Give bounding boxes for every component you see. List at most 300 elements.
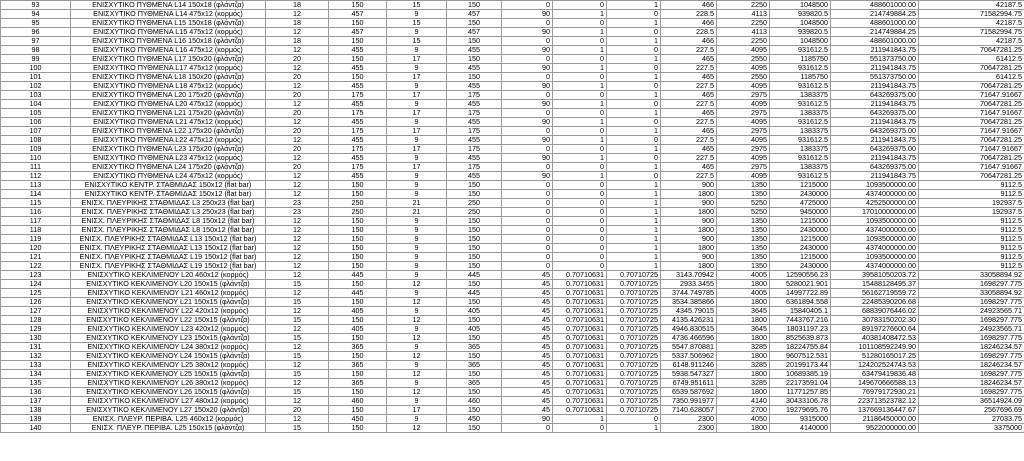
table-row[interactable] (1, 127, 1024, 136)
table-cell[interactable]: 214749884.25 (831, 10, 919, 19)
table-cell[interactable]: 1 (607, 127, 661, 136)
table-cell[interactable]: 9607512.531 (770, 352, 831, 361)
table-cell[interactable]: 931612.5 (770, 46, 831, 55)
table-cell[interactable]: 70647281.25 (919, 100, 1024, 109)
table-cell[interactable]: 18246234.57 (919, 343, 1024, 352)
table-cell[interactable]: 45 (502, 271, 553, 280)
table-cell[interactable]: 90 (502, 82, 553, 91)
table-cell[interactable]: 20 (266, 127, 329, 136)
table-cell[interactable]: 150 (447, 1, 502, 10)
table-cell[interactable]: 405 (447, 307, 502, 316)
table-cell[interactable]: 0.70710631 (553, 406, 607, 415)
description-cell[interactable]: ΕΝΙΣΧ. ΠΛΕΥΡΙΚΗΣ ΣΤΑΘΜΙΔΑΣ L19 150x12 (flat bar) (71, 262, 266, 271)
table-cell[interactable]: 931612.5 (770, 136, 831, 145)
table-cell[interactable]: 18 (266, 37, 329, 46)
table-cell[interactable]: 12 (266, 235, 329, 244)
table-cell[interactable]: 4050 (717, 415, 770, 424)
description-cell[interactable]: ΕΝΙΣΧΥΤΙΚΟ ΚΕΚΛΙΜΕΝΟΥ L23 150x15 (φλάντζα) (71, 334, 266, 343)
table-cell[interactable]: 12 (266, 118, 329, 127)
table-cell[interactable]: 150 (329, 181, 387, 190)
table-cell[interactable]: 15 (387, 37, 447, 46)
table-cell[interactable]: 465 (661, 109, 717, 118)
table-cell[interactable]: 0 (502, 127, 553, 136)
table-cell[interactable]: 1215000 (770, 235, 831, 244)
table-cell[interactable]: 0 (553, 19, 607, 28)
table-cell[interactable]: 0.70710631 (553, 316, 607, 325)
table-cell[interactable]: 445 (329, 289, 387, 298)
description-cell[interactable]: ΕΝΙΣΧ. ΠΛΕΥΡΙΚΗΣ ΣΤΑΘΜΙΔΑΣ L13 150x12 (flat bar) (71, 235, 266, 244)
table-cell[interactable]: 1350 (717, 244, 770, 253)
table-cell[interactable]: 5250 (717, 208, 770, 217)
table-cell[interactable]: 1 (607, 199, 661, 208)
table-cell[interactable]: 2550 (717, 73, 770, 82)
table-row[interactable] (1, 46, 1024, 55)
table-cell[interactable]: 1698297.775 (919, 280, 1024, 289)
table-cell[interactable]: 0 (607, 100, 661, 109)
table-cell[interactable]: 20 (266, 109, 329, 118)
table-cell[interactable]: 45 (502, 325, 553, 334)
description-cell[interactable]: ΕΝΙΣΧΥΤΙΚΟ ΚΕΚΛΙΜΕΝΟΥ L24 150x15 (φλάντζα) (71, 352, 266, 361)
table-cell[interactable]: 192937.5 (919, 199, 1024, 208)
description-cell[interactable]: ΕΝΙΣΧΥΤΙΚΟ ΠΥΘΜΕΝΑ L21 475x12 (κορμός) (71, 118, 266, 127)
row-number-cell[interactable]: 132 (1, 352, 71, 361)
table-cell[interactable]: 405 (329, 325, 387, 334)
table-cell[interactable]: 0.70710631 (553, 307, 607, 316)
table-cell[interactable]: 17 (387, 145, 447, 154)
table-cell[interactable]: 4252500000.00 (831, 199, 919, 208)
description-cell[interactable]: ΕΝΙΣΧΥΤΙΚΟ ΠΥΘΜΕΝΑ L17 150x20 (φλάντζα) (71, 55, 266, 64)
table-cell[interactable]: 0 (553, 226, 607, 235)
table-cell[interactable]: 12 (387, 280, 447, 289)
table-cell[interactable]: 1800 (717, 424, 770, 433)
table-cell[interactable]: 0.70710631 (553, 370, 607, 379)
table-cell[interactable]: 1350 (717, 217, 770, 226)
table-cell[interactable]: 89197276600.64 (831, 325, 919, 334)
table-cell[interactable]: 20 (266, 73, 329, 82)
table-cell[interactable]: 4005 (717, 271, 770, 280)
table-cell[interactable]: 9 (387, 343, 447, 352)
table-cell[interactable]: 9522000000.00 (831, 424, 919, 433)
table-cell[interactable]: 90 (502, 46, 553, 55)
table-cell[interactable]: 175 (329, 145, 387, 154)
row-number-cell[interactable]: 110 (1, 154, 71, 163)
table-cell[interactable]: 150 (447, 298, 502, 307)
table-cell[interactable]: 12 (387, 388, 447, 397)
row-number-cell[interactable]: 114 (1, 190, 71, 199)
table-cell[interactable]: 9 (387, 361, 447, 370)
table-cell[interactable]: 9112.5 (919, 181, 1024, 190)
description-cell[interactable]: ΕΝΙΣΧΥΤΙΚΟ ΚΕΚΛΙΜΕΝΟΥ L21 150x15 (φλάντζα) (71, 298, 266, 307)
table-row[interactable] (1, 253, 1024, 262)
table-cell[interactable]: 0.70710725 (607, 280, 661, 289)
table-row[interactable] (1, 217, 1024, 226)
table-cell[interactable]: 1 (553, 415, 607, 424)
table-cell[interactable]: 1 (553, 172, 607, 181)
row-number-cell[interactable]: 94 (1, 10, 71, 19)
table-cell[interactable]: 465 (661, 91, 717, 100)
table-cell[interactable]: 4725000 (770, 199, 831, 208)
table-cell[interactable]: 227.5 (661, 64, 717, 73)
table-row[interactable] (1, 406, 1024, 415)
table-cell[interactable]: 0 (553, 181, 607, 190)
description-cell[interactable]: ΕΝΙΣΧ. ΠΛΕΥΡΙΚΗΣ ΣΤΑΘΜΙΔΑΣ L3 250x23 (flat bar) (71, 199, 266, 208)
table-cell[interactable]: 12 (266, 217, 329, 226)
table-cell[interactable]: 36514924.09 (919, 397, 1024, 406)
description-cell[interactable]: ΕΝΙΣΧΥΤΙΚΟ ΠΥΘΜΕΝΑ L22 175x20 (φλάντζα) (71, 127, 266, 136)
table-cell[interactable]: 70647281.25 (919, 118, 1024, 127)
table-row[interactable] (1, 19, 1024, 28)
table-cell[interactable]: 9 (387, 154, 447, 163)
table-row[interactable] (1, 10, 1024, 19)
table-cell[interactable]: 70647281.25 (919, 172, 1024, 181)
table-cell[interactable]: 27033.75 (919, 415, 1024, 424)
row-number-cell[interactable]: 104 (1, 100, 71, 109)
table-cell[interactable]: 1 (553, 10, 607, 19)
table-cell[interactable]: 15 (387, 19, 447, 28)
table-cell[interactable]: 175 (447, 91, 502, 100)
table-cell[interactable]: 9 (387, 415, 447, 424)
row-number-cell[interactable]: 93 (1, 1, 71, 10)
table-cell[interactable]: 9 (387, 118, 447, 127)
table-cell[interactable]: 3375000 (919, 424, 1024, 433)
table-cell[interactable]: 1800 (661, 226, 717, 235)
table-cell[interactable]: 15 (387, 1, 447, 10)
table-cell[interactable]: 1800 (661, 190, 717, 199)
table-cell[interactable]: 227.5 (661, 136, 717, 145)
table-cell[interactable]: 0 (553, 109, 607, 118)
table-cell[interactable]: 71582994.75 (919, 28, 1024, 37)
table-cell[interactable]: 68839076446.02 (831, 307, 919, 316)
table-cell[interactable]: 643269375.00 (831, 163, 919, 172)
table-cell[interactable]: 1 (607, 145, 661, 154)
table-cell[interactable]: 17 (387, 55, 447, 64)
table-cell[interactable]: 9 (387, 190, 447, 199)
table-cell[interactable]: 1 (607, 19, 661, 28)
table-row[interactable] (1, 82, 1024, 91)
table-cell[interactable]: 0.70710725 (607, 388, 661, 397)
table-cell[interactable]: 175 (329, 109, 387, 118)
table-cell[interactable]: 455 (447, 64, 502, 73)
row-number-cell[interactable]: 123 (1, 271, 71, 280)
table-cell[interactable]: 10689385.19 (770, 370, 831, 379)
table-cell[interactable]: 0 (553, 424, 607, 433)
table-cell[interactable]: 1 (607, 91, 661, 100)
table-cell[interactable]: 0 (553, 1, 607, 10)
table-cell[interactable]: 4736.466596 (661, 334, 717, 343)
description-cell[interactable]: ΕΝΙΣΧΥΤΙΚΟ ΚΕΚΛΙΜΕΝΟΥ L27 150x20 (φλάντζα) (71, 406, 266, 415)
table-cell[interactable]: 0 (607, 28, 661, 37)
description-cell[interactable]: ΕΝΙΣΧΥΤΙΚΟ ΚΕΚΛΙΜΕΝΟΥ L20 150x15 (φλάντζα) (71, 280, 266, 289)
table-cell[interactable]: 71582994.75 (919, 10, 1024, 19)
description-cell[interactable]: ΕΝΙΣΧ. ΠΛΕΥΡ. ΠΕΡΙΒΑ. L25 150x15 (φλάντζα) (71, 424, 266, 433)
table-cell[interactable]: 70647281.25 (919, 136, 1024, 145)
table-cell[interactable]: 9 (387, 307, 447, 316)
table-cell[interactable]: 1350 (717, 226, 770, 235)
table-cell[interactable]: 1383375 (770, 91, 831, 100)
table-cell[interactable]: 1800 (717, 280, 770, 289)
table-cell[interactable]: 457 (447, 10, 502, 19)
description-cell[interactable]: ΕΝΙΣΧΥΤΙΚΟ ΚΕΚΛΙΜΕΝΟΥ L22 150x15 (φλάντζα) (71, 316, 266, 325)
description-cell[interactable]: ΕΝΙΣΧΥΤΙΚΟ ΠΥΘΜΕΝΑ L23 175x20 (φλάντζα) (71, 145, 266, 154)
table-cell[interactable]: 150 (329, 37, 387, 46)
table-cell[interactable]: 211941843.75 (831, 64, 919, 73)
table-cell[interactable]: 0.70710631 (553, 343, 607, 352)
table-cell[interactable]: 12 (387, 334, 447, 343)
table-cell[interactable]: 9112.5 (919, 235, 1024, 244)
table-cell[interactable]: 1185750 (770, 55, 831, 64)
description-cell[interactable]: ΕΝΙΣΧ. ΠΛΕΥΡΙΚΗΣ ΣΤΑΘΜΙΔΑΣ L13 150x12 (flat bar) (71, 244, 266, 253)
table-cell[interactable]: 9 (387, 217, 447, 226)
table-cell[interactable]: 150 (447, 37, 502, 46)
table-cell[interactable]: 17010000000.00 (831, 208, 919, 217)
table-cell[interactable]: 0 (607, 10, 661, 19)
table-cell[interactable]: 0.70710725 (607, 352, 661, 361)
table-cell[interactable]: 70647281.25 (919, 82, 1024, 91)
table-cell[interactable]: 9112.5 (919, 217, 1024, 226)
table-cell[interactable]: 6539.587692 (661, 388, 717, 397)
table-cell[interactable]: 931612.5 (770, 118, 831, 127)
table-cell[interactable]: 1698297.775 (919, 298, 1024, 307)
description-cell[interactable]: ΕΝΙΣΧΥΤΙΚΟ ΠΥΘΜΕΝΑ L18 475x12 (κορμός) (71, 82, 266, 91)
table-cell[interactable]: 150 (447, 424, 502, 433)
description-cell[interactable]: ΕΝΙΣΧΥΤΙΚΟ ΠΥΘΜΕΝΑ L14 150x18 (φλάντζα) (71, 1, 266, 10)
table-cell[interactable]: 2700 (717, 406, 770, 415)
table-cell[interactable]: 0 (553, 199, 607, 208)
table-cell[interactable]: 150 (329, 388, 387, 397)
table-cell[interactable]: 0 (502, 73, 553, 82)
table-cell[interactable]: 150 (329, 1, 387, 10)
table-cell[interactable]: 42187.5 (919, 19, 1024, 28)
table-cell[interactable]: 211941843.75 (831, 118, 919, 127)
table-cell[interactable]: 0 (607, 136, 661, 145)
row-number-cell[interactable]: 119 (1, 235, 71, 244)
table-cell[interactable]: 2250 (717, 1, 770, 10)
table-cell[interactable]: 223713523782.12 (831, 397, 919, 406)
table-cell[interactable]: 150 (329, 19, 387, 28)
table-cell[interactable]: 1 (607, 253, 661, 262)
table-cell[interactable]: 0.70710725 (607, 307, 661, 316)
table-cell[interactable]: 0.70710725 (607, 289, 661, 298)
table-cell[interactable]: 12 (266, 181, 329, 190)
table-cell[interactable]: 1350 (717, 262, 770, 271)
table-cell[interactable]: 0 (553, 235, 607, 244)
table-cell[interactable]: 0 (553, 145, 607, 154)
description-cell[interactable]: ΕΝΙΣΧΥΤΙΚΟ ΚΕΝΤΡ. ΣΤΑΘΜΙΔΑΣ 150x12 (flat bar) (71, 181, 266, 190)
table-cell[interactable]: 150 (329, 235, 387, 244)
table-cell[interactable]: 76979172930.21 (831, 388, 919, 397)
row-number-cell[interactable]: 129 (1, 325, 71, 334)
table-cell[interactable]: 1800 (717, 388, 770, 397)
table-cell[interactable]: 4113 (717, 28, 770, 37)
table-cell[interactable]: 9315000 (770, 415, 831, 424)
table-cell[interactable]: 1383375 (770, 163, 831, 172)
table-cell[interactable]: 12 (387, 370, 447, 379)
table-cell[interactable]: 150 (447, 334, 502, 343)
table-cell[interactable]: 12 (266, 379, 329, 388)
table-row[interactable] (1, 325, 1024, 334)
table-cell[interactable]: 9 (387, 325, 447, 334)
table-cell[interactable]: 0 (502, 199, 553, 208)
table-cell[interactable]: 445 (329, 271, 387, 280)
table-cell[interactable]: 9 (387, 226, 447, 235)
table-cell[interactable]: 0.70710631 (553, 280, 607, 289)
table-cell[interactable]: 1350 (717, 190, 770, 199)
description-cell[interactable]: ΕΝΙΣΧΥΤΙΚΟ ΠΥΘΜΕΝΑ L16 475x12 (κορμός) (71, 46, 266, 55)
table-row[interactable] (1, 118, 1024, 127)
table-cell[interactable]: 45 (502, 361, 553, 370)
table-cell[interactable]: 4095 (717, 46, 770, 55)
description-cell[interactable]: ΕΝΙΣΧΥΤΙΚΟ ΠΥΘΜΕΝΑ L18 150x20 (φλάντζα) (71, 73, 266, 82)
table-cell[interactable]: 0 (502, 163, 553, 172)
table-cell[interactable]: 9450000 (770, 208, 831, 217)
table-cell[interactable]: 4095 (717, 82, 770, 91)
table-cell[interactable]: 227.5 (661, 154, 717, 163)
table-cell[interactable]: 150 (329, 316, 387, 325)
table-cell[interactable]: 9 (387, 181, 447, 190)
table-cell[interactable]: 455 (447, 82, 502, 91)
table-cell[interactable]: 4374000000.00 (831, 244, 919, 253)
table-cell[interactable]: 1 (553, 154, 607, 163)
table-cell[interactable]: 12 (266, 325, 329, 334)
table-cell[interactable]: 1 (553, 118, 607, 127)
table-cell[interactable]: 9 (387, 235, 447, 244)
table-cell[interactable]: 0.70710725 (607, 316, 661, 325)
description-cell[interactable]: ΕΝΙΣΧΥΤΙΚΟ ΚΕΝΤΡ. ΣΤΑΘΜΙΔΑΣ 150x12 (flat bar) (71, 190, 266, 199)
row-number-cell[interactable]: 96 (1, 28, 71, 37)
table-cell[interactable]: 21186450000.00 (831, 415, 919, 424)
table-cell[interactable]: 2430000 (770, 262, 831, 271)
table-cell[interactable]: 15 (266, 352, 329, 361)
table-cell[interactable]: 0 (607, 118, 661, 127)
table-cell[interactable]: 7140.628057 (661, 406, 717, 415)
description-cell[interactable]: ΕΝΙΣΧ. ΠΛΕΥΡΙΚΗΣ ΣΤΑΘΜΙΔΑΣ L19 150x12 (flat bar) (71, 253, 266, 262)
table-cell[interactable]: 12 (266, 154, 329, 163)
table-cell[interactable]: 15840405.1 (770, 307, 831, 316)
table-cell[interactable]: 1 (607, 244, 661, 253)
table-cell[interactable]: 7350.991977 (661, 397, 717, 406)
table-cell[interactable]: 150 (329, 244, 387, 253)
table-row[interactable] (1, 172, 1024, 181)
table-cell[interactable]: 20 (266, 91, 329, 100)
table-cell[interactable]: 9 (387, 397, 447, 406)
table-cell[interactable]: 211941843.75 (831, 82, 919, 91)
table-cell[interactable]: 460 (329, 397, 387, 406)
table-cell[interactable]: 455 (329, 64, 387, 73)
table-cell[interactable]: 2250 (717, 19, 770, 28)
table-cell[interactable]: 214749884.25 (831, 28, 919, 37)
table-cell[interactable]: 12 (266, 271, 329, 280)
row-number-cell[interactable]: 98 (1, 46, 71, 55)
table-cell[interactable]: 124202524743.53 (831, 361, 919, 370)
table-cell[interactable]: 12 (387, 424, 447, 433)
table-row[interactable] (1, 262, 1024, 271)
table-cell[interactable]: 1350 (717, 253, 770, 262)
table-cell[interactable]: 45 (502, 343, 553, 352)
table-row[interactable] (1, 244, 1024, 253)
table-cell[interactable]: 455 (329, 118, 387, 127)
table-cell[interactable]: 1 (607, 424, 661, 433)
table-cell[interactable]: 455 (447, 172, 502, 181)
table-cell[interactable]: 150 (447, 235, 502, 244)
table-cell[interactable]: 488601000.00 (831, 19, 919, 28)
table-cell[interactable]: 1383375 (770, 109, 831, 118)
table-cell[interactable]: 150 (329, 352, 387, 361)
table-cell[interactable]: 1 (607, 208, 661, 217)
table-cell[interactable]: 20199173.44 (770, 361, 831, 370)
table-cell[interactable]: 365 (447, 379, 502, 388)
table-row[interactable] (1, 190, 1024, 199)
row-number-cell[interactable]: 133 (1, 361, 71, 370)
table-cell[interactable]: 0 (607, 415, 661, 424)
table-cell[interactable]: 211941843.75 (831, 46, 919, 55)
table-cell[interactable]: 175 (329, 163, 387, 172)
table-cell[interactable]: 0 (502, 1, 553, 10)
table-cell[interactable]: 3645 (717, 307, 770, 316)
table-cell[interactable]: 0.70710631 (553, 298, 607, 307)
table-cell[interactable]: 9 (387, 82, 447, 91)
table-cell[interactable]: 12 (266, 307, 329, 316)
table-cell[interactable]: 15488128495.37 (831, 280, 919, 289)
table-cell[interactable]: 5938.547327 (661, 370, 717, 379)
table-cell[interactable]: 5337.506962 (661, 352, 717, 361)
table-cell[interactable]: 1 (607, 109, 661, 118)
table-cell[interactable]: 4374000000.00 (831, 190, 919, 199)
table-cell[interactable]: 365 (329, 361, 387, 370)
table-cell[interactable]: 465 (661, 163, 717, 172)
table-cell[interactable]: 0.70710631 (553, 361, 607, 370)
row-number-cell[interactable]: 100 (1, 64, 71, 73)
table-cell[interactable]: 12590556.23 (770, 271, 831, 280)
table-cell[interactable]: 12 (266, 244, 329, 253)
table-cell[interactable]: 0.70710725 (607, 406, 661, 415)
table-row[interactable] (1, 298, 1024, 307)
description-cell[interactable]: ΕΝΙΣΧ. ΠΛΕΥΡΙΚΗΣ ΣΤΑΘΜΙΔΑΣ L8 150x12 (flat bar) (71, 217, 266, 226)
table-cell[interactable]: 2933.3455 (661, 280, 717, 289)
table-cell[interactable]: 1048500 (770, 19, 831, 28)
table-cell[interactable]: 175 (329, 127, 387, 136)
table-cell[interactable]: 24923565.71 (919, 307, 1024, 316)
table-cell[interactable]: 931612.5 (770, 82, 831, 91)
table-cell[interactable]: 20 (266, 163, 329, 172)
table-cell[interactable]: 150 (447, 190, 502, 199)
table-cell[interactable]: 1093500000.00 (831, 235, 919, 244)
table-cell[interactable]: 1 (607, 226, 661, 235)
table-cell[interactable]: 2300 (661, 424, 717, 433)
table-cell[interactable]: 0 (607, 154, 661, 163)
table-cell[interactable]: 1048500 (770, 37, 831, 46)
table-cell[interactable]: 1698297.775 (919, 334, 1024, 343)
table-cell[interactable]: 4374000000.00 (831, 262, 919, 271)
table-cell[interactable]: 1 (553, 136, 607, 145)
table-cell[interactable]: 9112.5 (919, 253, 1024, 262)
table-cell[interactable]: 150 (447, 280, 502, 289)
table-cell[interactable]: 150 (447, 388, 502, 397)
table-cell[interactable]: 23 (266, 199, 329, 208)
table-row[interactable] (1, 64, 1024, 73)
table-cell[interactable]: 150 (447, 244, 502, 253)
table-cell[interactable]: 4345.79015 (661, 307, 717, 316)
table-cell[interactable]: 0 (553, 91, 607, 100)
table-cell[interactable]: 18246234.57 (919, 361, 1024, 370)
table-cell[interactable]: 15 (266, 370, 329, 379)
table-cell[interactable]: 45 (502, 298, 553, 307)
table-cell[interactable]: 5547.870881 (661, 343, 717, 352)
table-row[interactable] (1, 397, 1024, 406)
table-cell[interactable]: 12 (266, 82, 329, 91)
table-cell[interactable]: 2975 (717, 91, 770, 100)
table-cell[interactable]: 90 (502, 118, 553, 127)
table-cell[interactable]: 466 (661, 19, 717, 28)
